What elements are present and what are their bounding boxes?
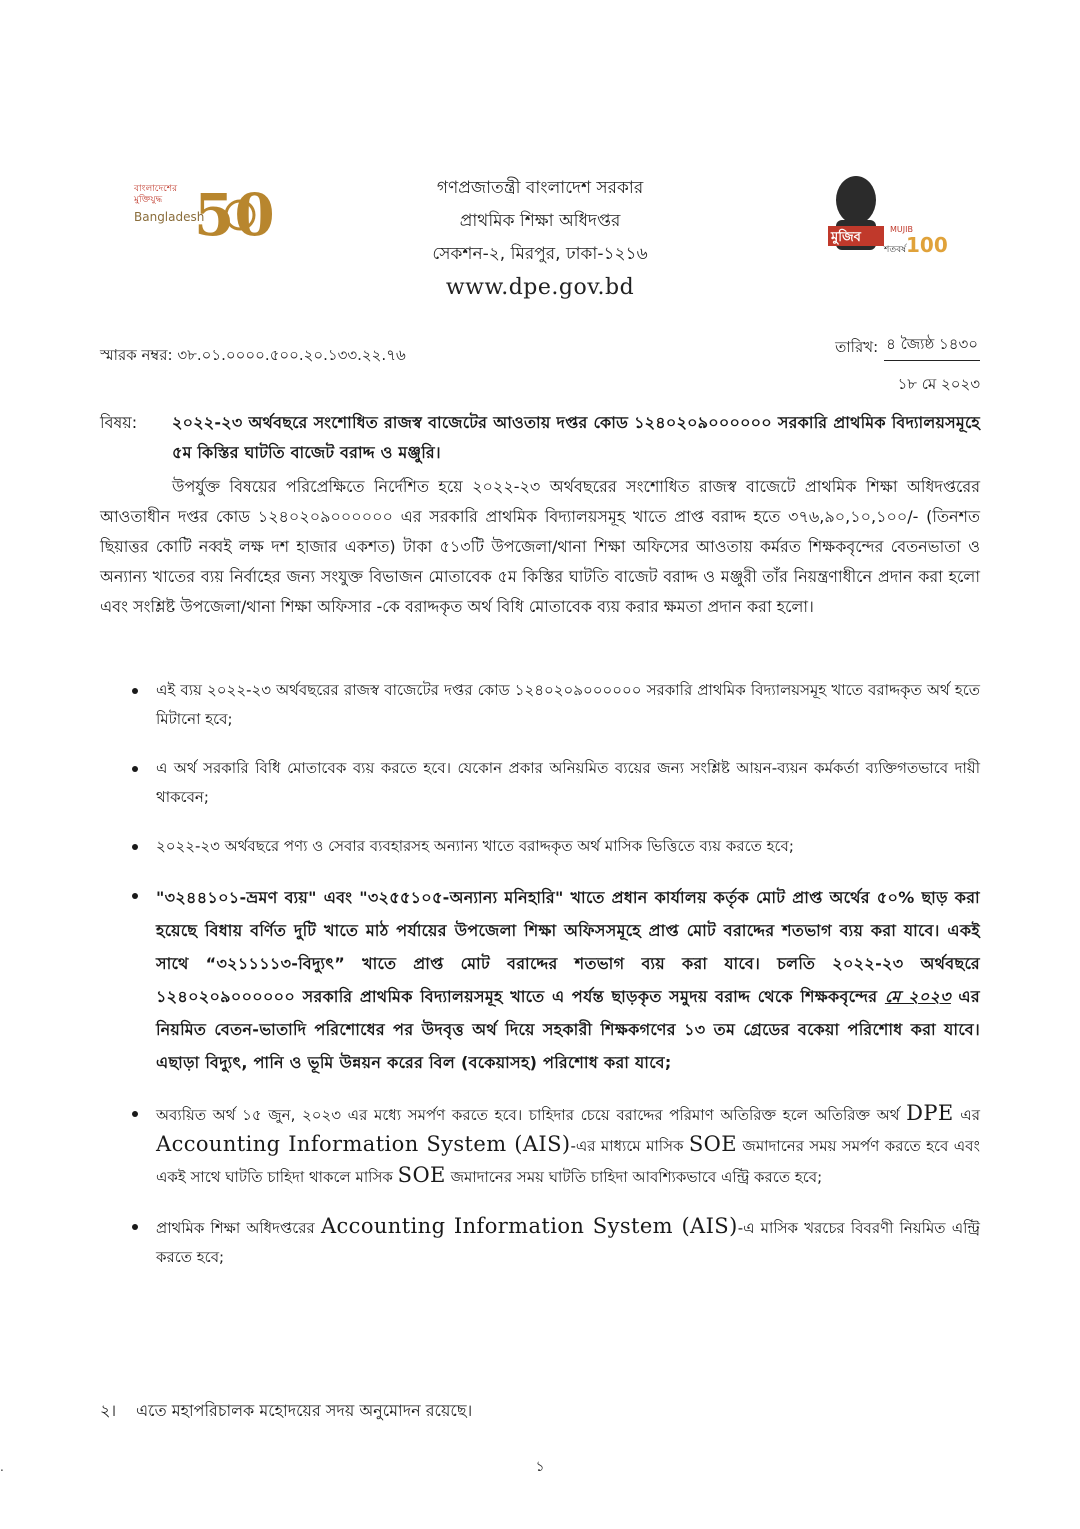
svg-text:বাংলাদেশের: বাংলাদেশের [134,184,178,194]
svg-text:শতবর্ষ: শতবর্ষ [884,245,907,255]
department-name: প্রাথমিক শিক্ষা অধিদপ্তর [459,211,621,231]
list-item: প্রাথমিক শিক্ষা অধিদপ্তরের Accounting Information System (AIS)-এ মাসিক খরচের বিবরণী নিয়মিত এন্ট্রি করতে হবে; [128,1212,980,1272]
bangladesh-50-logo [128,175,275,255]
month-underlined: মে ২০২৩ [884,987,951,1006]
instruction-list [128,676,980,1292]
date-label: তারিখ: [835,338,879,356]
bullet-icon [132,1224,138,1230]
closing-statement [100,1398,472,1425]
office-address: সেকশন-২, মিরপুর, ঢাকা-১২১৬ [432,244,648,264]
edge-mark: . [0,1460,4,1474]
subject-label: বিষয়: [100,413,138,432]
bullet-icon [132,844,138,850]
website-url[interactable]: www.dpe.gov.bd [445,275,635,300]
svg-text:100: 100 [906,233,948,257]
memo-value: ৩৮.০১.০০০০.৫০০.২০.১৩৩.২২.৭৬ [177,346,406,364]
date-bengali: ৪ জ্যৈষ্ঠ ১৪৩০ [884,333,980,361]
memo-label: স্মারক নম্বর: [100,346,173,364]
closing-text: এতে মহাপরিচালক মহোদয়ের সদয় অনুমোদন রয়েছে। [136,1401,473,1420]
svg-text:Bangladesh: Bangladesh [134,210,205,224]
list-item: এই ব্যয় ২০২২-২৩ অর্থবছরের রাজস্ব বাজেটের দপ্তর কোড ১২৪০২০৯০০০০০০ সরকারি প্রাথমিক বিদ্যালয়সমূহ খাতে বরাদ্দকৃত অর্থ হতে মিটানো হবে; [128,676,980,734]
list-item: ২০২২-২৩ অর্থবছরে পণ্য ও সেবার ব্যবহারসহ অন্যান্য খাতে বরাদ্দকৃত অর্থ মাসিক ভিত্তিতে ব্যয় করতে হবে; [128,832,980,861]
bullet-icon [132,1111,138,1117]
bullet-icon [132,893,138,899]
memo-number [100,344,406,369]
government-name: গণপ্রজাতন্ত্রী বাংলাদেশ সরকার [436,178,644,198]
svg-text:মুজিব: মুজিব [831,230,861,245]
subject [100,408,980,468]
letterhead [300,172,780,305]
list-item: "৩২৪৪১০১-ভ্রমণ ব্যয়" এবং "৩২৫৫১০৫-অন্যান্য মনিহারি" খাতে প্রধান কার্যালয় কর্তৃক মোট প্রাপ্ত অর্থের ৫০% ছাড় করা হয়েছে বিধায় বর্ণিত দুটি খাতে মাঠ পর্যায়ের উপজেলা শিক্ষা অফিসসমূহে প্রাপ্ত মোট বরাদ্দের শতভাগ ব্যয় করা যাবে। একই সাথে “৩২১১১১৩-বিদ্যুৎ” খাতে প্রাপ্ত মোট বরাদ্দের শতভাগ ব্যয় করা যাবে। চলতি ২০২২-২৩ অর্থবছরে ১২৪০২০৯০০০০০০ সরকারি প্রাথমিক বিদ্যালয়সমূহ খাতে এ পর্যন্ত ছাড়কৃত সমুদয় বরাদ্দ থেকে শিক্ষকবৃন্দের মে ২০২৩ এর নিয়মিত বেতন-ভাতাদি পরিশোধের পর উদবৃত্ত অর্থ দিয়ে সহকারী শিক্ষকগণের ১৩ তম গ্রেডের বকেয়া পরিশোধ করা যাবে। এছাড়া বিদ্যুৎ, পানি ও ভূমি উন্নয়ন করের বিল (বকেয়াসহ) পরিশোধ করা যাবে; [128,881,980,1079]
subject-text: ২০২২-২৩ অর্থবছরে সংশোধিত রাজস্ব বাজেটের আওতায় দপ্তর কোড ১২৪০২০৯০০০০০০ সরকারি প্রাথমিক বিদ্যালয়সমূহে ৫ম কিস্তির ঘাটতি বাজেট বরাদ্দ ও মঞ্জুরি। [172,413,980,462]
bullet-icon [132,766,138,772]
date-gregorian: ১৮ মে ২০২৩ [897,375,980,393]
mujib-100-logo [822,170,948,260]
date-block [808,333,980,398]
list-item: এ অর্থ সরকারি বিধি মোতাবেক ব্যয় করতে হবে। যেকোন প্রকার অনিয়মিত ব্যয়ের জন্য সংশ্লিষ্ট আয়ন-ব্যয়ন কর্মকর্তা ব্যক্তিগতভাবে দায়ী থাকবেন; [128,754,980,812]
clause-number: ২। [100,1401,117,1420]
bullet-icon [132,688,138,694]
svg-text:MUJIB: MUJIB [890,225,913,234]
svg-text:50: 50 [194,181,275,249]
svg-text:মুক্তিযুদ্ধ: মুক্তিযুদ্ধ [134,195,163,205]
list-item: অব্যয়িত অর্থ ১৫ জুন, ২০২৩ এর মধ্যে সমর্পণ করতে হবে। চাহিদার চেয়ে বরাদ্দের পরিমাণ অতিরিক্ত হলে অতিরিক্ত অর্থ DPE এর Accounting Information System (AIS)-এর মাধ্যমে মাসিক SOE জমাদানের সময় সমর্পণ করতে হবে এবং একই সাথে ঘাটতি চাহিদা থাকলে মাসিক SOE জমাদানের সময় ঘাটতি চাহিদা আবশ্যিকভাবে এন্ট্রি করতে হবে; [128,1099,980,1192]
page-number: ১ [535,1459,545,1475]
body-paragraph: উপর্যুক্ত বিষয়ের পরিপ্রেক্ষিতে নির্দেশিত হয়ে ২০২২-২৩ অর্থবছরের সংশোধিত রাজস্ব বাজেটে প্রাথমিক শিক্ষা অধিদপ্তরের আওতাধীন দপ্তর কোড ১২৪০২০৯০০০০০০ এর সরকারি প্রাথমিক বিদ্যালয়সমূহ খাতে প্রাপ্ত বরাদ্দ হতে ৩৭৬,৯০,১০,১০০/- (তিনশত ছিয়াত্তর কোটি নব্বই লক্ষ দশ হাজার একশত) টাকা ৫১৩টি উপজেলা/থানা শিক্ষা অফিসের আওতায় কর্মরত শিক্ষকবৃন্দের বেতনভাতা ও অন্যান্য খাতের ব্যয় নির্বাহের জন্য সংযুক্ত বিভাজন মোতাবেক ৫ম কিস্তির ঘাটতি বাজেট বরাদ্দ ও মঞ্জুরী তাঁর নিয়ন্ত্রণাধীনে প্রদান করা হলো এবং সংশ্লিষ্ট উপজেলা/থানা শিক্ষা অফিসার -কে বরাদ্দকৃত অর্থ বিধি মোতাবেক ব্যয় করার ক্ষমতা প্রদান করা হলো। [100,477,980,616]
